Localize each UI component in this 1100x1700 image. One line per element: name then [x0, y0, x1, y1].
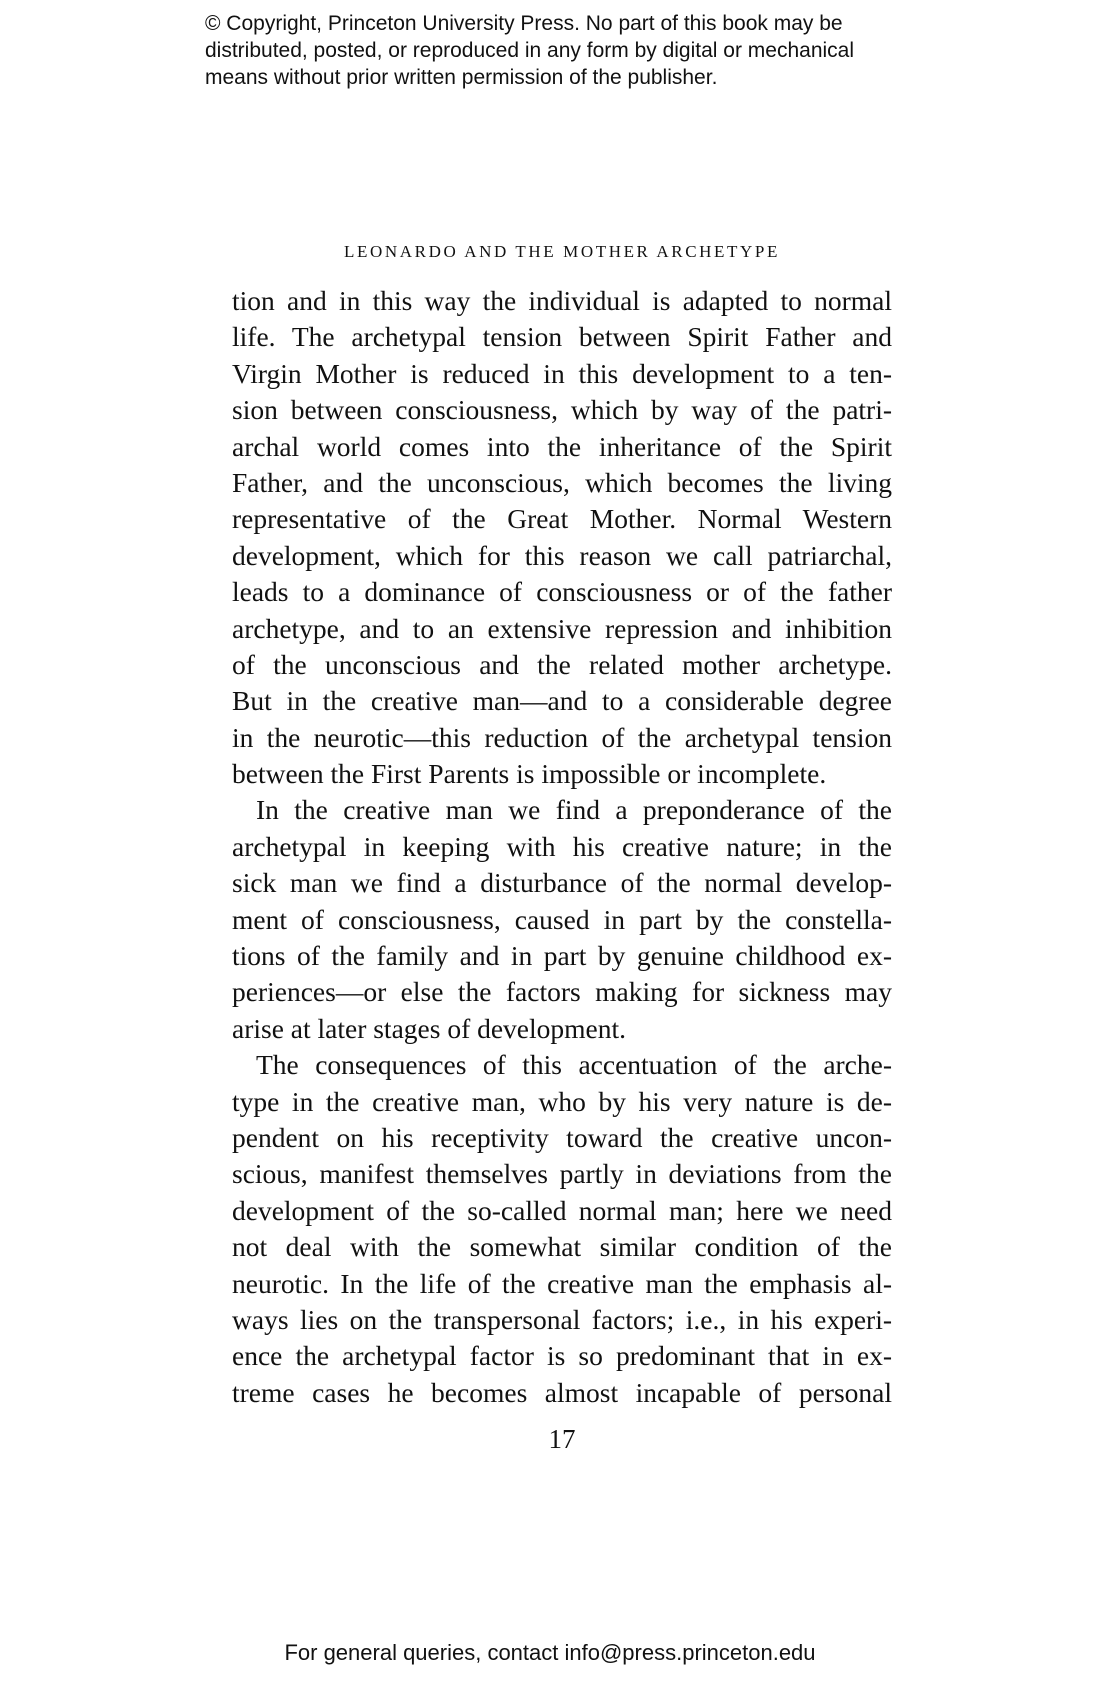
- text-line: representative of the Great Mother. Normal Western: [232, 503, 892, 535]
- running-head: LEONARDO AND THE MOTHER ARCHETYPE: [344, 242, 780, 261]
- text-line: between the First Parents is impossible or incomplete.: [232, 758, 827, 790]
- text-line: archetype, and to an extensive repression and inhibition: [232, 612, 892, 644]
- body-text: [232, 283, 892, 1411]
- copyright-line: © Copyright, Princeton University Press. No part of this book may be: [205, 12, 843, 35]
- text-line: tions of the family and in part by genuine childhood ex-: [232, 940, 892, 972]
- text-line: type in the creative man, who by his very nature is de-: [232, 1085, 892, 1117]
- text-line: Virgin Mother is reduced in this development to a ten-: [232, 357, 892, 389]
- text-line: arise at later stages of development.: [232, 1012, 627, 1044]
- text-line: periences—or else the factors making for sickness may: [232, 976, 892, 1008]
- text-line: archal world comes into the inheritance of the Spirit: [232, 430, 892, 462]
- text-line: not deal with the somewhat similar condition of the: [232, 1231, 892, 1263]
- text-line: tion and in this way the individual is adapted to normal: [232, 285, 892, 316]
- text-line: life. The archetypal tension between Spirit Father and: [232, 321, 892, 353]
- text-line: But in the creative man—and to a considerable degree: [232, 685, 892, 717]
- copyright-line: means without prior written permission of the publisher.: [205, 66, 718, 89]
- text-line: leads to a dominance of consciousness or of the father: [232, 576, 892, 608]
- copyright-notice: [205, 10, 1025, 91]
- text-line: sion between consciousness, which by way of the patri-: [232, 394, 892, 426]
- copyright-line: distributed, posted, or reproduced in any form by digital or mechanical: [205, 39, 855, 62]
- text-line: treme cases he becomes almost incapable of personal: [232, 1376, 892, 1408]
- text-line: development, which for this reason we call patriarchal,: [232, 539, 892, 571]
- text-line: ways lies on the transpersonal factors; i.e., in his experi-: [232, 1303, 892, 1335]
- text-line: In the creative man we find a preponderance of the: [256, 794, 892, 826]
- text-line: pendent on his receptivity toward the creative uncon-: [232, 1121, 892, 1153]
- text-line: scious, manifest themselves partly in deviations from the: [232, 1158, 892, 1190]
- text-line: in the neurotic—this reduction of the archetypal tension: [232, 721, 892, 753]
- text-line: ence the archetypal factor is so predominant that in ex-: [232, 1340, 892, 1372]
- text-line: sick man we find a disturbance of the normal develop-: [232, 867, 892, 899]
- text-line: development of the so-called normal man; here we need: [232, 1194, 892, 1226]
- text-line: of the unconscious and the related mother archetype.: [232, 648, 892, 680]
- page-number: 17: [548, 1424, 576, 1454]
- text-line: archetypal in keeping with his creative nature; in the: [232, 830, 892, 862]
- footer-contact: For general queries, contact info@press.princeton.edu: [284, 1640, 816, 1665]
- text-line: The consequences of this accentuation of the arche-: [256, 1049, 892, 1081]
- text-line: ment of consciousness, caused in part by the constella-: [232, 903, 892, 935]
- text-line: Father, and the unconscious, which becomes the living: [232, 466, 892, 498]
- text-line: neurotic. In the life of the creative man the emphasis al-: [232, 1267, 892, 1299]
